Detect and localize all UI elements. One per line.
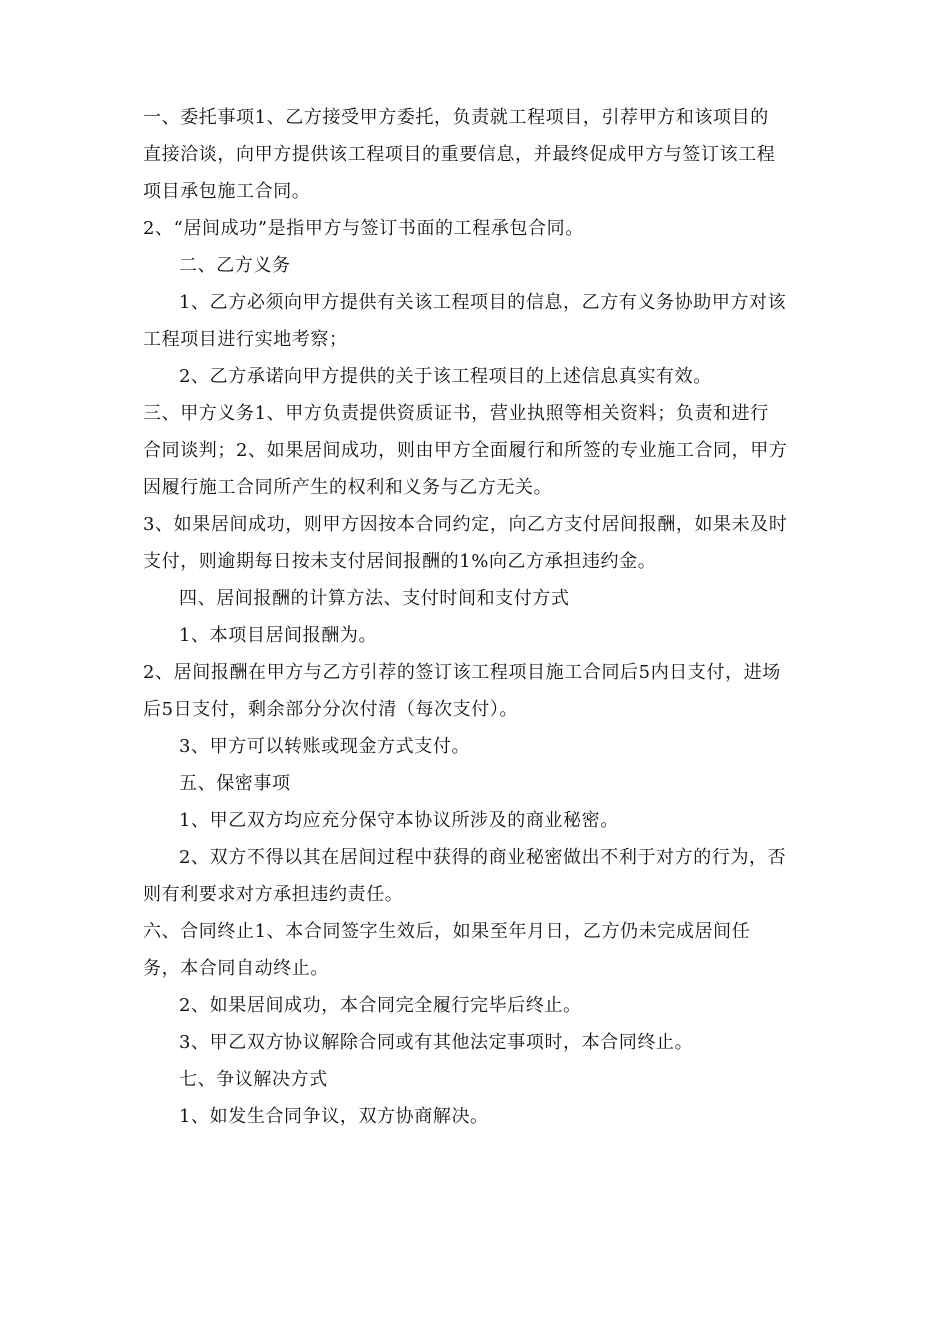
text-line: 2、如果居间成功，本合同完全履行完毕后终止。 bbox=[179, 995, 582, 1016]
paragraph-termination-2 bbox=[143, 987, 808, 1024]
paragraph-payment-method bbox=[143, 728, 808, 765]
paragraph-confidentiality-2 bbox=[143, 839, 808, 913]
paragraph-party-a-obligation-3 bbox=[143, 506, 808, 580]
paragraph-entrustment bbox=[143, 99, 808, 210]
text-line: 后5日支付，剩余部分分次付清（每次支付）。 bbox=[143, 699, 519, 720]
text-line: 2、居间报酬在甲方与乙方引荐的签订该工程项目施工合同后5内日支付，进场 bbox=[143, 662, 781, 683]
text-line: 项目承包施工合同。 bbox=[143, 181, 311, 202]
text-line: 1、本项目居间报酬为。 bbox=[179, 625, 378, 646]
text-line: 3、甲方可以转账或现金方式支付。 bbox=[179, 736, 471, 757]
section-heading-commission-calculation bbox=[143, 580, 808, 617]
text-line: 务，本合同自动终止。 bbox=[143, 958, 329, 979]
text-line: 因履行施工合同所产生的权利和义务与乙方无关。 bbox=[143, 477, 553, 498]
text-line: 1、如发生合同争议，双方协商解决。 bbox=[179, 1106, 489, 1127]
text-line: 直接洽谈，向甲方提供该工程项目的重要信息，并最终促成甲方与签订该工程 bbox=[143, 144, 776, 165]
text-line: 二、乙方义务 bbox=[179, 255, 291, 276]
text-line: 3、甲乙双方协议解除合同或有其他法定事项时，本合同终止。 bbox=[179, 1032, 694, 1053]
text-line: 2、乙方承诺向甲方提供的关于该工程项目的上述信息真实有效。 bbox=[179, 366, 712, 387]
paragraph-dispute-resolution-1 bbox=[143, 1098, 808, 1135]
text-line: 2、“居间成功”是指甲方与签订书面的工程承包合同。 bbox=[143, 218, 584, 239]
paragraph-party-b-obligation-2 bbox=[143, 358, 808, 395]
text-line: 支付，则逾期每日按未支付居间报酬的1%向乙方承担违约金。 bbox=[143, 551, 657, 572]
paragraph-party-a-obligations bbox=[143, 395, 808, 506]
paragraph-termination-3 bbox=[143, 1024, 808, 1061]
text-line: 1、甲乙双方均应充分保守本协议所涉及的商业秘密。 bbox=[179, 810, 619, 831]
section-heading-party-b-obligations bbox=[143, 247, 808, 284]
section-heading-confidentiality bbox=[143, 765, 808, 802]
paragraph-confidentiality-1 bbox=[143, 802, 808, 839]
text-line: 一、委托事项1、乙方接受甲方委托，负责就工程项目，引荐甲方和该项目的 bbox=[143, 107, 769, 128]
text-line: 六、合同终止1、本合同签字生效后，如果至年月日，乙方仍未完成居间任 bbox=[143, 921, 751, 942]
text-line: 工程项目进行实地考察； bbox=[143, 329, 348, 350]
paragraph-commission-amount bbox=[143, 617, 808, 654]
text-line: 七、争议解决方式 bbox=[179, 1069, 328, 1090]
document-body bbox=[143, 99, 808, 1135]
section-heading-dispute-resolution bbox=[143, 1061, 808, 1098]
paragraph-successful-mediation-definition bbox=[143, 210, 808, 247]
paragraph-commission-payment-timing bbox=[143, 654, 808, 728]
text-line: 合同谈判；2、如果居间成功，则由甲方全面履行和所签的专业施工合同，甲方 bbox=[143, 440, 788, 461]
paragraph-contract-termination bbox=[143, 913, 808, 987]
text-line: 五、保密事项 bbox=[179, 773, 291, 794]
text-line: 1、乙方必须向甲方提供有关该工程项目的信息，乙方有义务协助甲方对该 bbox=[179, 292, 787, 313]
text-line: 2、双方不得以其在居间过程中获得的商业秘密做出不利于对方的行为，否 bbox=[179, 847, 787, 868]
text-line: 三、甲方义务1、甲方负责提供资质证书，营业执照等相关资料；负责和进行 bbox=[143, 403, 769, 424]
text-line: 3、如果居间成功，则甲方因按本合同约定，向乙方支付居间报酬，如果未及时 bbox=[143, 514, 788, 535]
text-line: 则有利要求对方承担违约责任。 bbox=[143, 884, 404, 905]
paragraph-party-b-obligation-1 bbox=[143, 284, 808, 358]
text-line: 四、居间报酬的计算方法、支付时间和支付方式 bbox=[179, 588, 570, 609]
